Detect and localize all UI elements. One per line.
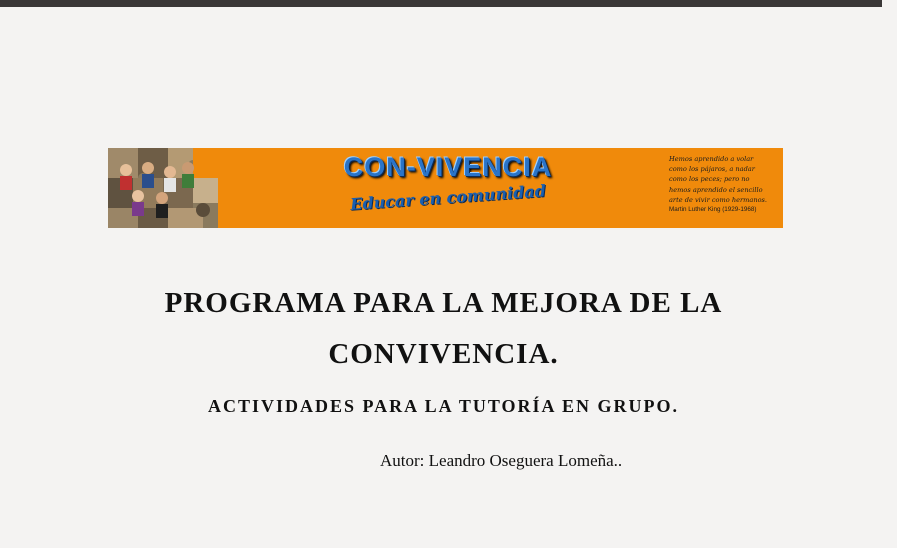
quote-line: arte de vivir como hermanos. [669,195,768,204]
quote-line: como los peces; pero no [669,175,750,184]
banner-title: CON-VIVENCIA [343,152,553,182]
quote-line: hemos aprendido el sencillo [669,185,763,194]
document-subtitle: ACTIVIDADES PARA LA TUTORÍA EN GRUPO. [207,396,680,416]
quote-line: Hemos aprendido a volar [669,155,754,163]
document-author: Autor: Leandro Oseguera Lomeña.. [380,451,623,470]
title-line-2: CONVIVENCIA. [328,338,559,370]
banner-quote [669,154,781,215]
document-title [100,278,787,380]
banner-subtitle: Educar en comunidad [349,181,547,214]
quote-author: Martin Luther King (1929-1968) [669,206,757,214]
puzzle-photo-collage [108,148,218,228]
convivencia-banner [108,148,783,228]
title-line-1: PROGRAMA PARA LA MEJORA DE LA [164,287,723,319]
quote-line: como los pájaros, a nadar [669,165,755,174]
top-border-bar [0,0,882,7]
